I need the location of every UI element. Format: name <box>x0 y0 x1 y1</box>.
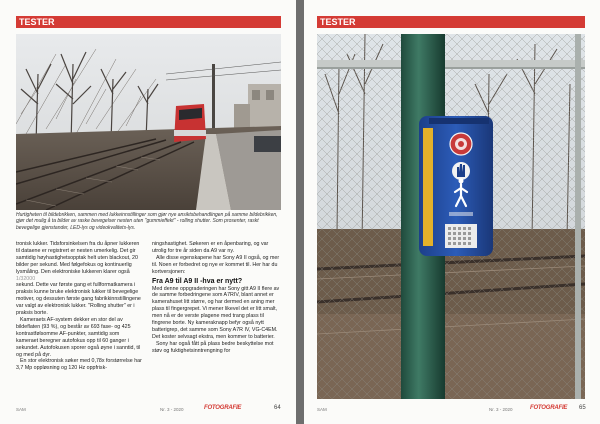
paragraph: Sony har også fått på plass bedre beskyttelse mot støv og fuktighetsinntrengning for <box>152 340 274 354</box>
footer-issue: Nr. 3 - 2020 <box>160 407 184 412</box>
shutter-speed-note: 1/32000 <box>16 275 36 282</box>
paragraph: Med denne oppgraderingen har Sony gitt A9 II flere av de samme forbedringene som A7RIV, blant annet er kamerahuset litt større, og har dermed en aning mer plass til fingergrepet. Vi mener likevel det er litt smalt, men nå er de verste plagene med trang plass til fingrene borte. Ny kameraknapp befyr også nytt batterigrep, det samme som Sony A7R IV, VG-C4EM. Det koster selvsagt ekstra, men kommer to batterier. <box>152 285 280 340</box>
paragraph: ningshastighet. Søkeren er en åpenbaring, og var utrolig for tre år siden da A9 var ny. <box>152 241 269 254</box>
section-label: TESTER <box>19 17 55 27</box>
article-column-2 <box>152 241 280 355</box>
footer-issue: Nr. 3 - 2020 <box>489 407 513 412</box>
brand-logo: FOTOGRAFIE <box>204 405 242 411</box>
left-page <box>0 0 296 424</box>
section-label: TESTER <box>320 17 356 27</box>
paragraph: Alle disse egenskapene har Sony A9 II også, og mer til. Noen er forbedret og nye er kommet til. Her har du kortversjonen: <box>152 254 280 275</box>
article-column-1 <box>16 241 142 372</box>
section-label-bar <box>16 16 281 28</box>
paragraph: sekund. Dette var første gang et fullformatkamera i praksis kunne bruke elektronisk lukker til bevegelige motiver, og dessuten første gang fabrikkinnstillingene var valgt av elektronisk lukker. "Rolling shutter" er i praksis borte. <box>16 282 141 317</box>
brand-logo: FOTOGRAFIE <box>530 405 568 411</box>
section-label-bar <box>317 16 585 28</box>
paragraph: En stor elektronisk søker med 0,78x forstørrelse har 3,7 Mp oppløsning og 120 Hz oppfrisk- <box>16 358 142 372</box>
paragraph: tronisk lukker. Tidsforsinkelsen fra du åpner lukkeren til dataene er registrert er nesten umerkelig. Det gir samtidig høyhastighetsopptak helt uten blackout, 20 bilder per sekund. Med følgefokus og kontinuerlig lysmåling. Den elektroniske lukkeren klarer også 1/32000 <box>16 241 140 282</box>
paragraph: Kameraets AF-system dekker en stor del av bildeflaten (93 %), og består av 693 fase- og 425 kontrastfølsomme AF-punkter, samtidig som kameraet beregner autofokus opp til 60 ganger i sekundet. Autofokusen sporer også øyne i sanntid, til og med på dyr. <box>16 316 141 358</box>
page-number: 65 <box>579 405 586 411</box>
train-photo <box>16 34 281 210</box>
photo-caption: Hurtigheten til bildebrikken, sammen med lukkeinnstillinger som gjør nye ansiktsbehandlingen på samme bildebrikken, gjør det mulig å ta bilder av raske bevegelser nesten uten "gummieffekt" - rolling shutter. Som prosenter, raskt bevegelige gjenstander, LED-lys og videokvalitets-lys. <box>16 212 278 231</box>
page-number: 64 <box>274 405 281 411</box>
footer-section: SAM <box>317 407 327 412</box>
section-heading: Fra A9 til A9 II -hva er nytt? <box>152 277 243 285</box>
right-page <box>304 0 600 424</box>
train-illustration <box>16 34 281 210</box>
crossing-button-photo <box>317 34 585 399</box>
crossing-button-illustration <box>317 34 585 399</box>
footer-section: SAM <box>16 407 26 412</box>
